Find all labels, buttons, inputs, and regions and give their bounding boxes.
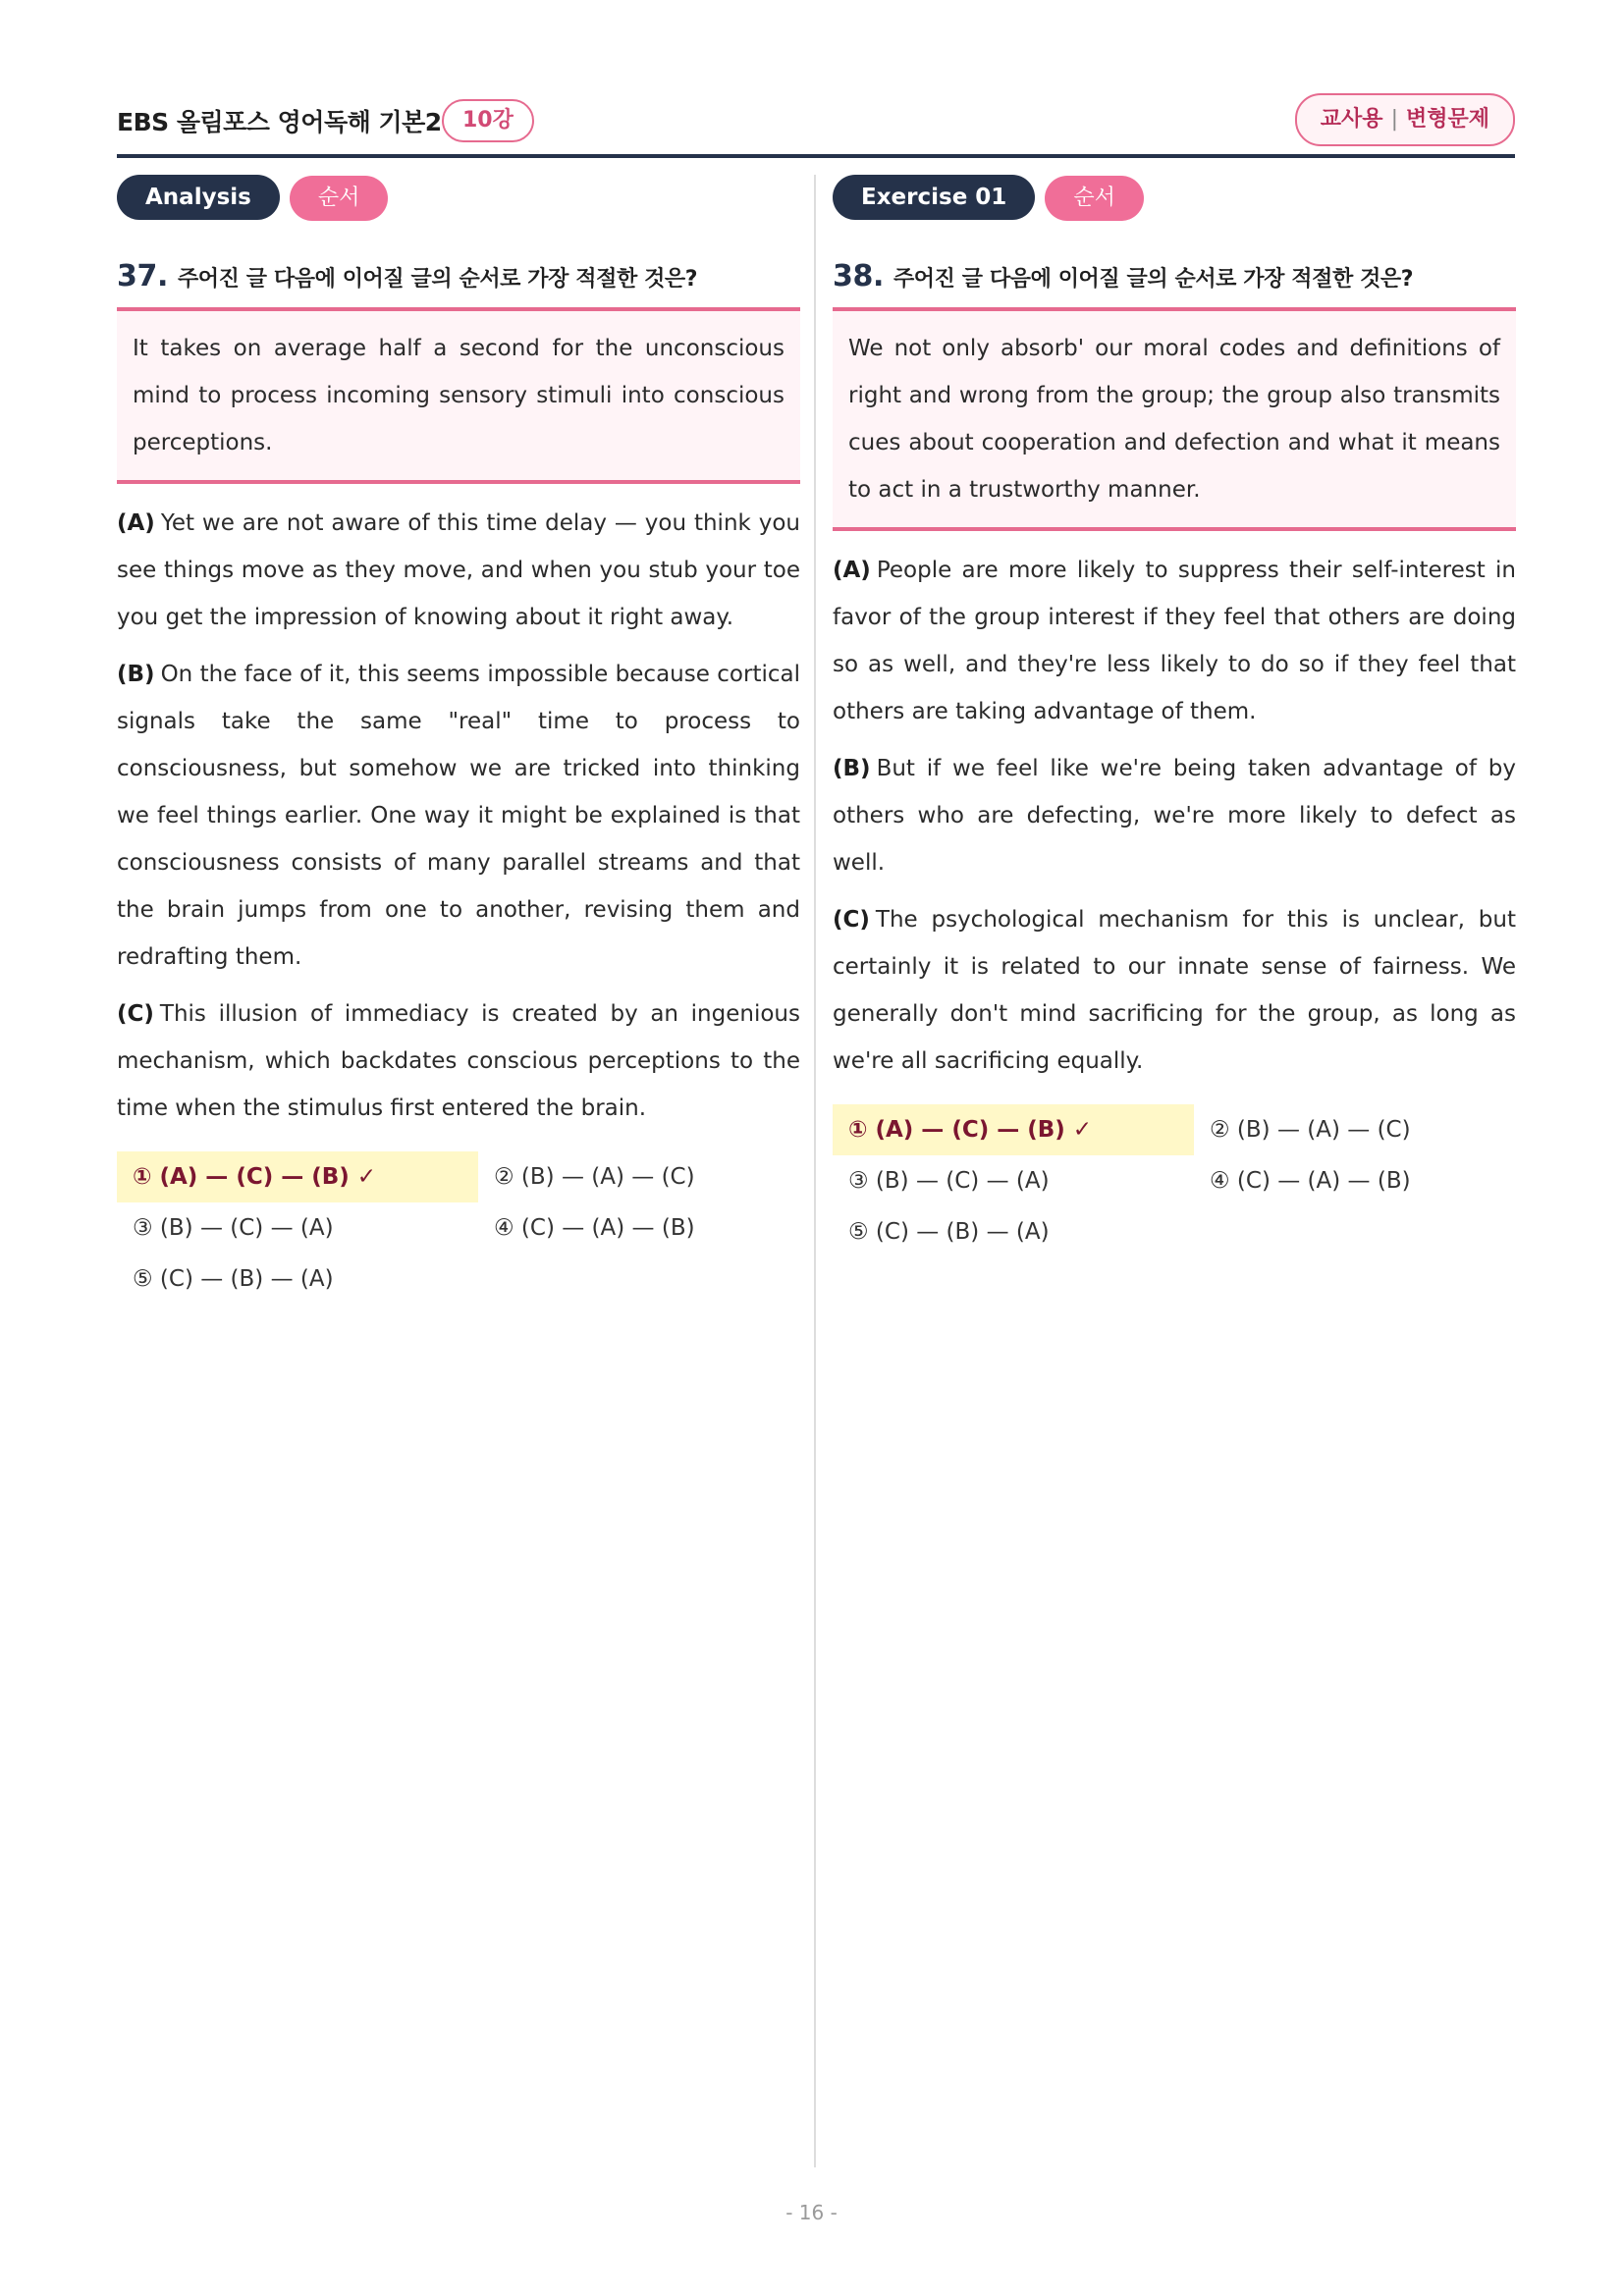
question-title xyxy=(833,259,1516,294)
choice-5[interactable]: ⑤ (C) — (B) — (A) xyxy=(848,1219,1050,1245)
left-column xyxy=(117,175,800,1308)
page-header xyxy=(117,93,1515,158)
paragraph-label: (C) xyxy=(117,1001,154,1027)
right-column xyxy=(833,175,1516,1261)
question-text: 주어진 글 다음에 이어질 글의 순서로 가장 적절한 것은? xyxy=(893,267,1414,292)
paragraph-b xyxy=(117,651,800,981)
badge-separator: | xyxy=(1390,107,1398,132)
answer-choices xyxy=(117,1151,800,1308)
choice-4[interactable]: ④ (C) — (A) — (B) xyxy=(1210,1168,1411,1194)
paragraph-label: (B) xyxy=(117,662,155,687)
choice-1[interactable]: ① (A) — (C) — (B) ✓ xyxy=(833,1104,1194,1155)
given-bottom-rule xyxy=(117,480,800,484)
choice-2[interactable]: ② (B) — (A) — (C) xyxy=(494,1164,695,1190)
question-number: 38. xyxy=(833,259,884,294)
paragraph-text: The psychological mechanism for this is unclear, but certainly it is related to our innate sense of fairness. We generally don't mind sacrificing for the group, as long as we're all sacrificing equally. xyxy=(833,907,1516,1074)
choice-3[interactable]: ③ (B) — (C) — (A) xyxy=(133,1215,334,1241)
question-title xyxy=(117,259,800,294)
variant-label: 변형문제 xyxy=(1405,107,1489,132)
choice-2[interactable]: ② (B) — (A) — (C) xyxy=(1210,1117,1411,1143)
choice-5[interactable]: ⑤ (C) — (B) — (A) xyxy=(133,1266,334,1292)
paragraph-label: (B) xyxy=(833,756,871,781)
paragraph-text: Yet we are not aware of this time delay — you think you see things move as they move, and when you stub your toe you get the impression of knowing about it right away. xyxy=(117,510,800,630)
answer-choices xyxy=(833,1104,1516,1261)
paragraph-text: But if we feel like we're being taken advantage of by others who are defecting, we're more likely to defect as well. xyxy=(833,756,1516,876)
order-tag: 순서 xyxy=(1045,176,1144,221)
paragraph-text: People are more likely to suppress their self-interest in favor of the group interest if they feel that others are doing so as well, and they're less likely to do so if they feel that others are taking advantage of them. xyxy=(833,558,1516,724)
exercise-tag: Exercise 01 xyxy=(833,175,1035,220)
book-title: EBS 올림포스 영어독해 기본2 xyxy=(117,108,442,136)
paragraph-c xyxy=(117,990,800,1132)
teacher-label: 교사용 xyxy=(1320,107,1383,132)
page-number: - 16 - xyxy=(785,2201,838,2224)
question-text: 주어진 글 다음에 이어질 글의 순서로 가장 적절한 것은? xyxy=(177,267,698,292)
paragraph-a xyxy=(833,547,1516,735)
paragraph-label: (C) xyxy=(833,907,870,933)
given-bottom-rule xyxy=(833,527,1516,531)
paragraph-c xyxy=(833,896,1516,1085)
given-passage: It takes on average half a second for the unconscious mind to process incoming sensory stimuli into conscious perceptions. xyxy=(117,311,800,480)
header-rule xyxy=(117,154,1515,158)
column-divider xyxy=(814,175,816,2167)
paragraph-text: This illusion of immediacy is created by an ingenious mechanism, which backdates conscious perceptions to the time when the stimulus first entered the brain. xyxy=(117,1001,800,1121)
paragraph-label: (A) xyxy=(833,558,871,583)
order-tag: 순서 xyxy=(290,176,389,221)
analysis-tag: Analysis xyxy=(117,175,280,220)
lesson-badge: 10강 xyxy=(442,99,534,142)
given-passage: We not only absorb' our moral codes and definitions of right and wrong from the group; the group also transmits cues about cooperation and defection and what it means to act in a trustworthy manner. xyxy=(833,311,1516,527)
paragraph-a xyxy=(117,500,800,641)
choice-3[interactable]: ③ (B) — (C) — (A) xyxy=(848,1168,1050,1194)
paragraph-b xyxy=(833,745,1516,886)
left-tags xyxy=(117,175,800,222)
choice-1[interactable]: ① (A) — (C) — (B) ✓ xyxy=(117,1151,478,1202)
paragraph-text: On the face of it, this seems impossible because cortical signals take the same "real" time to process to consciousness, but somehow we are tricked into thinking we feel things earlier. One way it might be explained is that consciousness consists of many parallel streams and that the brain jumps from one to another, revising them and redrafting them. xyxy=(117,662,800,970)
teacher-variant-badge xyxy=(1295,93,1515,146)
right-tags xyxy=(833,175,1516,222)
paragraph-label: (A) xyxy=(117,510,155,536)
choice-4[interactable]: ④ (C) — (A) — (B) xyxy=(494,1215,695,1241)
question-number: 37. xyxy=(117,259,168,294)
